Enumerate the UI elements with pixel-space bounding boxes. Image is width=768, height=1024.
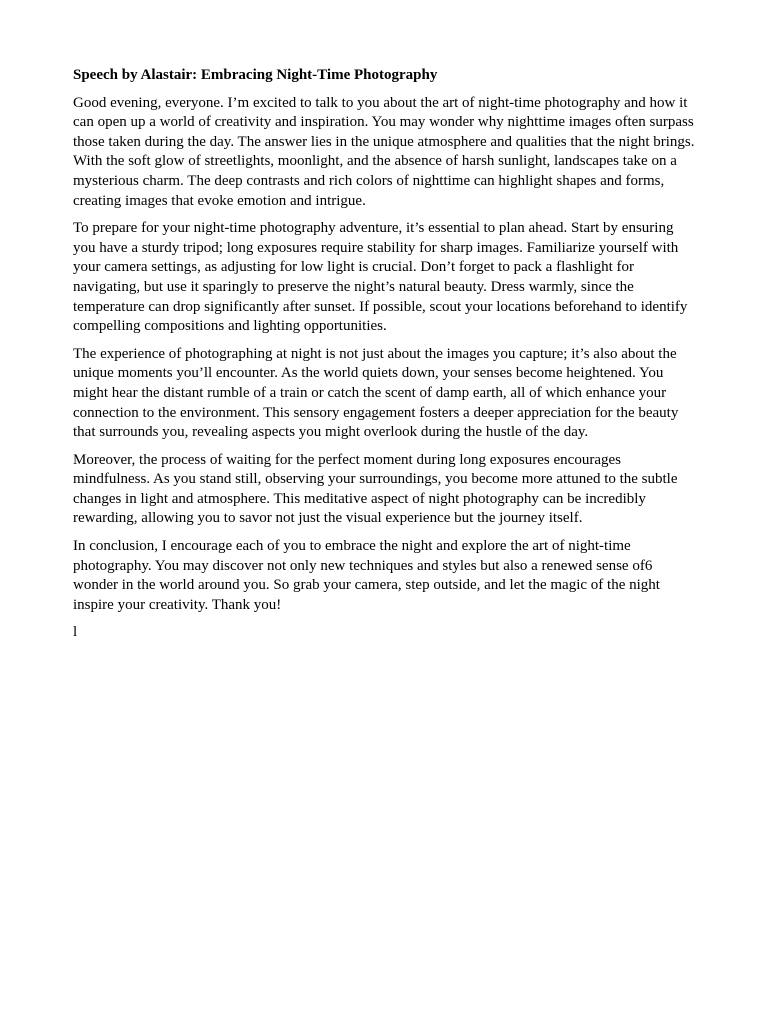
paragraph-mindfulness: Moreover, the process of waiting for the perfect moment during long exposures encourages mindfulness. As you stand still, observing your surroundings, you become more attuned to the subtle changes in light and atmosphere. This meditative aspect of night photography can be incredibly rewarding, allowing you to savor not just the visual experience but the journey itself. <box>73 451 678 527</box>
trailing-text: l <box>73 624 78 641</box>
paragraph-preparation: To prepare for your night-time photography adventure, it’s essential to plan ahead. Start by ensuring you have a sturdy tripod; long exposures require stability for sharp images. Familiarize yourself with your camera settings, as adjusting for low light is crucial. Don’t forget to pack a flashlight for navigating, but use it sparingly to preserve the night’s natural beauty. Dress warmly, since the temperature can drop significantly after sunset. If possible, scout your locations beforehand to identify compelling compositions and lighting opportunities. <box>73 220 688 335</box>
document-page <box>73 66 697 643</box>
paragraph-conclusion: In conclusion, I encourage each of you to embrace the night and explore the art of night-time photography. You may discover not only new techniques and styles but also a renewed sense of6 wonder in the world around you. So grab your camera, step outside, and let the magic of the night inspire your creativity. Thank you! <box>73 538 660 613</box>
paragraph-introduction: Good evening, everyone. I’m excited to talk to you about the art of night-time photography and how it can open up a world of creativity and inspiration. You may wonder why nighttime images often surpass those taken during the day. The answer lies in the unique atmosphere and qualities that the night brings. With the soft glow of streetlights, moonlight, and the absence of harsh sunlight, landscapes take on a mysterious charm. The deep contrasts and rich colors of nighttime can highlight shapes and forms, creating images that evoke emotion and intrigue. <box>73 94 695 209</box>
document-title: Speech by Alastair: Embracing Night-Time Photography <box>73 67 438 83</box>
paragraph-experience: The experience of photographing at night is not just about the images you capture; it’s also about the unique moments you’ll encounter. As the world quiets down, your senses become heightened. You might hear the distant rumble of a train or catch the scent of damp earth, all of which enhance your connection to the environment. This sensory engagement fosters a deeper appreciation for the beauty that surrounds you, revealing aspects you might overlook during the hustle of the day. <box>73 345 679 441</box>
